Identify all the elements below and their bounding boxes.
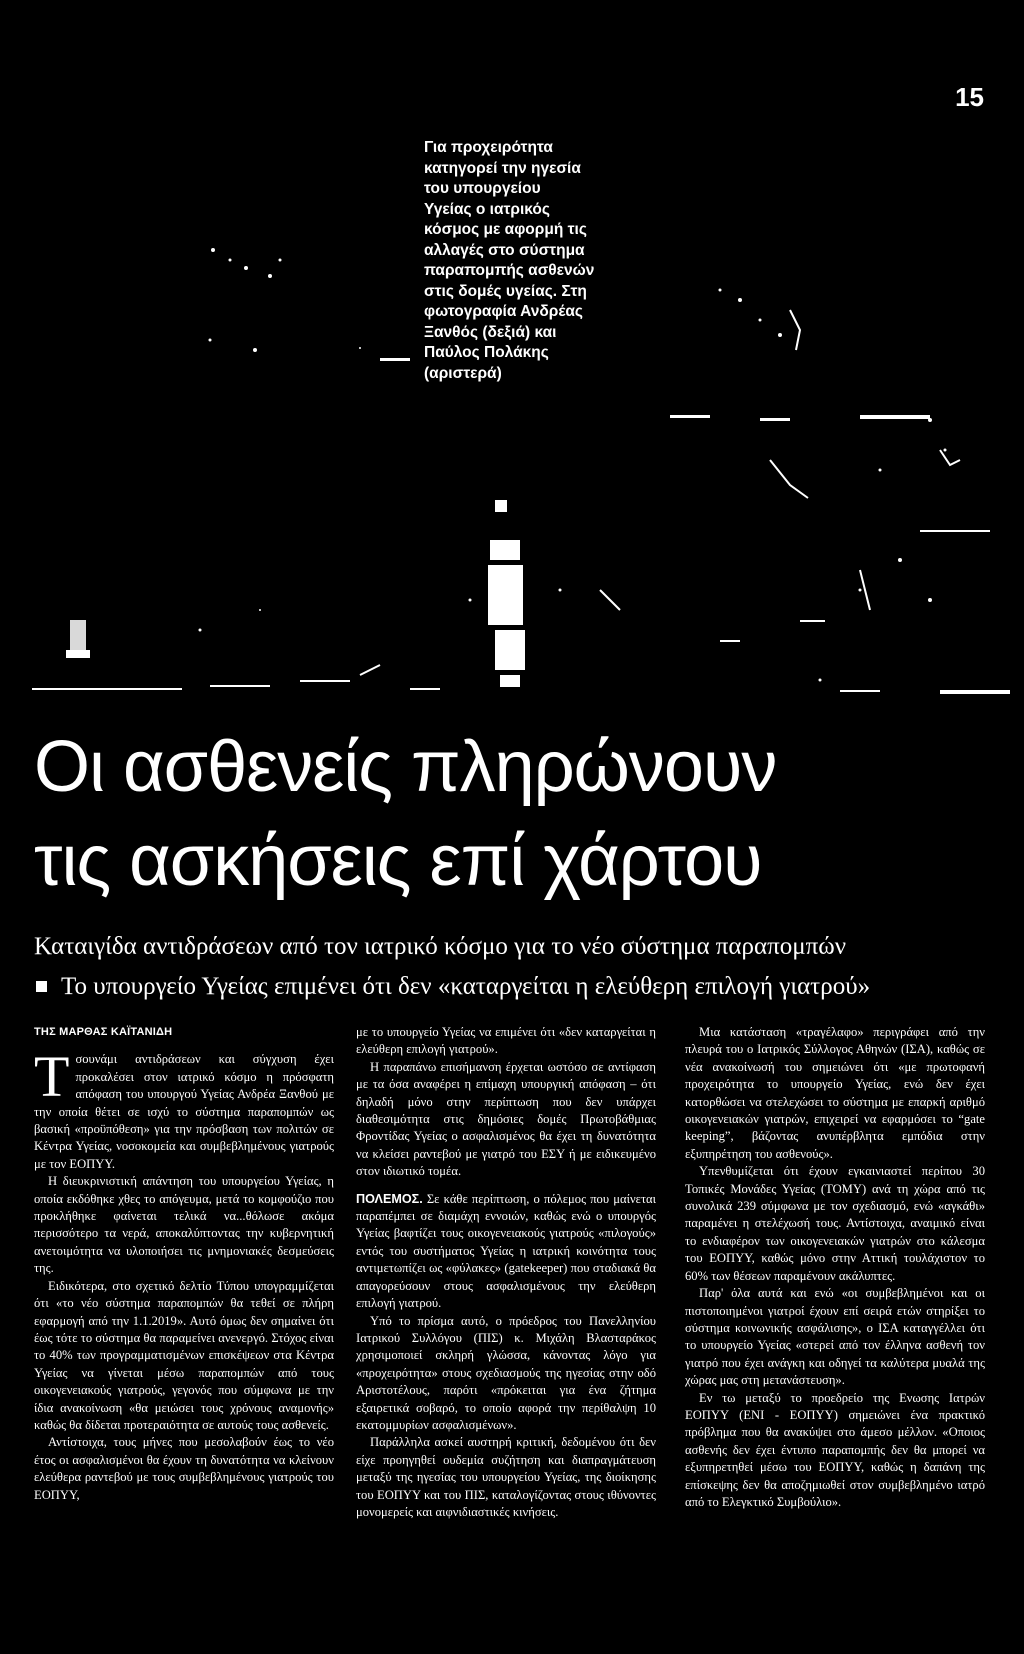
caption-line: Για προχειρότητα	[424, 139, 553, 156]
article-column-2	[356, 1024, 656, 1521]
caption-line: κόσμος με αφορμή τις	[424, 221, 587, 238]
deck	[34, 927, 994, 1007]
article-paragraph: με το υπουργείο Υγείας να επιμένει ότι «δεν καταργείται η ελεύθερη επιλογή γιατρού».	[356, 1025, 656, 1057]
article-paragraph: Η παραπάνω επισήμανση έρχεται ωστόσο σε αντίφαση με τα όσα αναφέρει η επίμαχη υπουργική απόφαση – ότι δηλαδή μόνο στην περίπτωση που δεν υπάρχει διαθεσιμότητα στις δημόσιες δομές Πρωτοβάθμιας Φροντίδας Υγείας ο ασφαλισμένος θα έχει τη δυνατότητα να κλείσει ραντεβού με γιατρό του ΕΣΥ ή με ειδικευμένο στον ιδιωτικό τομέα.	[356, 1059, 656, 1179]
caption-line: (αριστερά)	[424, 364, 502, 382]
caption-line: του υπουργείου	[424, 180, 541, 197]
article-paragraph: Ειδικότερα, στο σχετικό δελτίο Τύπου υπογραμμίζεται ότι «το νέο σύστημα παραπομπών θα τεθεί σε πλήρη εφαρμογή από την 1.1.2019». Αυτό όμως δεν σημαίνει ότι έως τότε το σύστημα θα παραμείνει ανενεργό. Στόχος είναι το 40% των προγραμματισμένων επισκέψεων στα Κέντρα Υγείας να γίνεται μέσω παραπομπών από τους οικογενειακούς γιατρούς, γεγονός που σύμφωνα με την ίδια ανακοίνωση «θα μειώσει τους χρόνους αναμονής» καθώς θα δίδεται προτεραιότητα σε αυτούς τους ασθενείς.	[34, 1278, 334, 1432]
drop-cap: Τ	[34, 1044, 70, 1110]
article-paragraph	[34, 1044, 334, 1173]
caption-line: κατηγορεί την ηγεσία	[424, 159, 581, 177]
paragraph-text: Σε κάθε περίπτωση, ο πόλεμος που μαίνεται παραπέμπει σε διαμάχη εννοιών, καθώς ενώ ο υπουργός Υγείας βαφτίζει τους οικογενειακούς γιατρούς «πιλογούς» εντός του συστήματος Υγείας η ιατρική κοινότητα τους αντιμετωπίζει ως «φύλακες» (gatekeeper) που σταδιακά θα απαγορεύσουν στους ασφαλισμένους την ελεύθερη επιλογή γιατρού.	[356, 1191, 656, 1311]
caption-line: Ξανθός (δεξιά) και	[424, 323, 557, 341]
subhead: ΠΟΛΕΜΟΣ.	[356, 1191, 423, 1206]
article-paragraph: Υπενθυμίζεται ότι έχουν εγκαινιαστεί περίπου 30 Τοπικές Μονάδες Υγείας (ΤΟΜΥ) ανά τη χώρα από τις συνολικά 239 σύμφωνα με τον σχεδιασμό, ενώ «αγκάθι» παραμένει η στελέχωσή τους. Αντίστοιχα, αναιμικό είναι το ενδιαφέρον των οικογενειακών γιατρών στο κάλεσμα του ΕΟΠΥΥ, καθώς μόνο στην Αττική τουλάχιστον το 60% των θέσεων παραμένουν ακάλυπτες.	[685, 1164, 985, 1283]
paragraph-text: σουνάμι αντιδράσεων και σύγχυση έχει προκαλέσει στον ιατρικό κόσμο η πρόσφατη απόφαση του υπουργού Υγείας Ανδρέα Ξανθού με την οποία θέτει σε ισχύ το σύστημα παραπομπών ως βασική «προϋπόθεση» για την πρόσβαση των πολιτών σε Κέντρα Υγείας, νοσοκομεία και συμβεβλημένους γιατρούς με τον ΕΟΠΥΥ.	[34, 1052, 334, 1171]
article-paragraph: Παρ' όλα αυτά και ενώ «οι συμβεβλημένοι και οι πιστοποιημένοι γιατροί έχουν επί σειρά ετών στηρίξει το σύστημα κοινωνικής ασφάλισης», ο ΙΣΑ καταγγέλλει ότι το υπουργείο Υγείας «στερεί από τον έλληνα ασθενή τον γιατρό που έχει ανάγκη και οδηγεί τα καλύτερα μυαλά της χώρας μας στη μετανάστευση».	[685, 1286, 985, 1388]
caption-line: παραπομπής ασθενών	[424, 262, 595, 279]
page-number: 15	[955, 82, 984, 112]
article-paragraph: Αντίστοιχα, τους μήνες που μεσολαβούν έως το νέο έτος οι ασφαλισμένοι θα έχουν τη δυνατότητα να κλείνουν ελεύθερα ραντεβού με τους συμβεβλημένους γιατρούς του ΕΟΠΥΥ,	[34, 1435, 334, 1502]
deck-line-2-text: Το υπουργείο Υγείας επιμένει ότι δεν «καταργείται η ελεύθερη επιλογή γιατρού»	[61, 973, 871, 1000]
deck-line-1: Καταιγίδα αντιδράσεων από τον ιατρικό κόσμο για το νέο σύστημα παραπομπών	[34, 933, 846, 960]
article-paragraph: Η διευκρινιστική απάντηση του υπουργείου Υγείας, η οποία εκδόθηκε χθες το απόγευμα, μετά το κομφούζιο που προκλήθηκε φαίνεται τελικά να...θόλωσε ακόμα περισσότερο τα νερά, αποκαλύπτοντας την κυβερνητική ανετοιμότητα να υλοποιήσει τις μνημονιακές δεσμεύσεις της.	[34, 1174, 334, 1276]
article-paragraph: Εν τω μεταξύ το προεδρείο της Ενωσης Ιατρών ΕΟΠΥΥ (ΕΝΙ - ΕΟΠΥΥ) σημειώνει ένα πρακτικό πρόβλημα που θα ανακύψει στο άμεσο μέλλον. «Οποιος ασθενής δεν έχει έντυπο παραπομπής δεν θα μπορεί να εξυπηρετηθεί μέσω του ΕΟΠΥΥ, καθώς η δαπάνη της επίσκεψης δεν θα αποζημιωθεί στον συμβεβλημένο ιατρό από το Ελεγκτικό Συμβούλιο».	[685, 1390, 985, 1509]
headline	[34, 720, 994, 908]
article-paragraph: Παράλληλα ασκεί αυστηρή κριτική, δεδομένου ότι δεν είχε προηγηθεί ουδεμία συζήτηση και διαπραγμάτευση μεταξύ της ηγεσίας του υπουργείου Υγείας, της διοίκησης του ΕΟΠΥΥ και του ΠΙΣ, καταλογίζοντας στους ιθύνοντες μονομερείς και αιφνιδιαστικές κινήσεις.	[356, 1435, 656, 1519]
article-paragraph: Μια κατάσταση «τραγέλαφο» περιγράφει από την πλευρά του ο Ιατρικός Σύλλογος Αθηνών (ΙΣΑ), καθώς σε νέα ανακοίνωσή του σημειώνει ότι «με πρωτοφανή προχειρότητα το υπουργείο Υγείας, ενώ δεν έχει κατορθώσει να στελεχώσει το σύστημα με επαρκή αριθμό οικογενειακών γιατρών, επιχειρεί να εφαρμόσει το “gate keeping”, βάζοντας ανυπέρβλητα εμπόδια στην εξυπηρέτηση του ασθενούς».	[685, 1025, 985, 1161]
headline-line-1: Οι ασθενείς πληρώνουν	[34, 727, 777, 807]
article-column-1	[34, 1024, 334, 1504]
article-paragraph	[356, 1191, 656, 1313]
headline-line-2: τις ασκήσεις επί χάρτου	[34, 821, 762, 901]
caption-line: στις δομές υγείας. Στη	[424, 282, 587, 300]
caption-line: αλλαγές στο σύστημα	[424, 241, 585, 259]
photo-caption	[424, 138, 644, 384]
caption-line: Υγείας ο ιατρικός	[424, 200, 550, 218]
caption-line: φωτογραφία Ανδρέας	[424, 303, 583, 320]
deck-line-2	[34, 967, 994, 1007]
spacer	[356, 1181, 656, 1191]
article-column-3	[685, 1024, 985, 1511]
square-bullet-icon	[36, 981, 47, 992]
caption-line: Παύλος Πολάκης	[424, 344, 549, 361]
article-paragraph: Υπό το πρίσμα αυτό, ο πρόεδρος του Πανελληνίου Ιατρικού Συλλόγου (ΠΙΣ) κ. Μιχάλη Βλασταράκος χρησιμοποιεί σκληρή γλώσσα, κάνοντας λόγο για «προχειρότητα» στους σχεδιασμούς της ηγεσίας στην οδό Αριστοτέλους, παρότι «πρόκειται για ένα ζήτημα εξαιρετικά σοβαρό, το οποίο αφορά την περίθαλψη 10 εκατομμυρίων ασφαλισμένων».	[356, 1313, 656, 1432]
byline: ΤΗΣ ΜΑΡΘΑΣ ΚΑΪΤΑΝΙΔΗ	[34, 1026, 173, 1038]
